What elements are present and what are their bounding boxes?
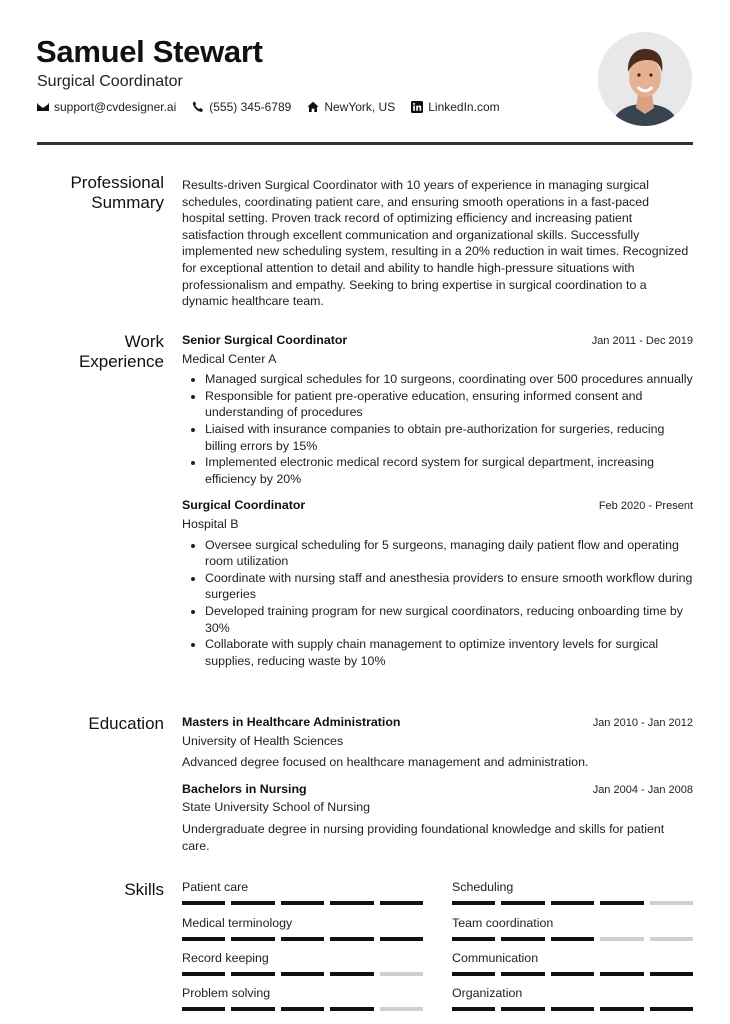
skill-segment-filled	[231, 901, 274, 905]
skill-segment-filled	[501, 937, 544, 941]
skill-segment-filled	[330, 937, 373, 941]
education-description: Undergraduate degree in nursing providing foundational knowledge and skills for patient care.	[182, 821, 665, 853]
job-title: Surgical Coordinator	[182, 498, 306, 513]
degree-title: Bachelors in Nursing	[182, 781, 307, 796]
contact-phone-text: (555) 345-6789	[209, 100, 292, 114]
skill-segment-filled	[452, 937, 495, 941]
home-icon	[307, 101, 319, 113]
skill-segment-empty	[600, 937, 643, 941]
skill-item	[452, 986, 693, 1011]
skill-segment-filled	[452, 972, 495, 976]
skill-segment-filled	[281, 937, 324, 941]
skill-segment-filled	[281, 972, 324, 976]
skill-segment-filled	[600, 901, 643, 905]
skill-name: Record keeping	[182, 951, 269, 965]
skill-segment-filled	[182, 937, 225, 941]
contact-location[interactable]	[307, 100, 395, 114]
job-bullet: • Managed surgical schedules for 10 surgeons, coordinating over 500 procedures annually	[205, 371, 693, 388]
contact-linkedin-text: LinkedIn.com	[428, 100, 500, 114]
skill-segment-empty	[380, 1007, 423, 1011]
school-name: State University School of Nursing	[182, 800, 371, 815]
education-entry	[182, 781, 693, 854]
skill-segment-filled	[281, 1007, 324, 1011]
skill-segment-filled	[231, 937, 274, 941]
summary-heading-line1: Professional	[70, 173, 164, 192]
skill-segment-filled	[452, 901, 495, 905]
skill-segment-filled	[330, 1007, 373, 1011]
job-title: Senior Surgical Coordinator	[182, 333, 348, 347]
skill-segment-filled	[182, 901, 225, 905]
summary-heading-line2: Summary	[91, 193, 164, 212]
education-date: Jan 2010 - Jan 2012	[592, 717, 693, 729]
skill-segment-filled	[182, 1007, 225, 1011]
skill-name: Team coordination	[452, 916, 554, 930]
skill-item	[182, 951, 423, 976]
skill-segment-filled	[551, 1007, 594, 1011]
contact-row	[37, 100, 516, 114]
job-entry	[182, 332, 693, 487]
envelope-icon	[37, 101, 49, 113]
candidate-name: Samuel Stewart	[36, 34, 263, 69]
skill-segment-filled	[182, 972, 225, 976]
education-heading: Education	[88, 714, 164, 733]
job-date: Feb 2020 - Present	[598, 500, 693, 513]
education-date: Jan 2004 - Jan 2008	[592, 783, 693, 796]
skill-segment-filled	[452, 1007, 495, 1011]
job-entry	[182, 497, 693, 669]
education-description: Advanced degree focused on healthcare management and administration.	[182, 755, 589, 770]
skill-segment-filled	[380, 901, 423, 905]
header-divider	[37, 142, 693, 145]
contact-location-text: NewYork, US	[324, 100, 396, 114]
skill-item	[452, 916, 693, 941]
skill-name: Organization	[452, 986, 523, 1000]
skill-item	[182, 880, 423, 905]
skill-name: Communication	[452, 951, 539, 965]
job-bullets	[182, 537, 693, 670]
summary-heading	[37, 173, 164, 213]
candidate-title: Surgical Coordinator	[37, 73, 183, 90]
skill-segment-filled	[281, 901, 324, 905]
job-bullet: • Coordinate with nursing staff and anesthesia providers to ensure smooth workflow during surgeries	[205, 570, 693, 603]
experience-heading-line2: Experience	[78, 352, 164, 371]
degree-title: Masters in Healthcare Administration	[182, 715, 401, 729]
skill-item	[182, 986, 423, 1011]
job-bullets	[182, 371, 693, 487]
skill-level-bar	[182, 1007, 423, 1011]
profile-photo	[598, 32, 692, 126]
skill-level-bar	[452, 1007, 693, 1011]
job-bullet: • Collaborate with supply chain management to optimize inventory levels for surgical supplies, reducing waste by 10%	[205, 636, 693, 669]
phone-icon	[192, 101, 204, 113]
job-bullet: • Oversee surgical scheduling for 5 surgeons, managing daily patient flow and operating room utilization	[205, 537, 693, 570]
skill-segment-filled	[501, 901, 544, 905]
experience-section	[182, 332, 693, 679]
skill-segment-filled	[650, 1007, 693, 1011]
experience-heading-line1: Work	[124, 332, 164, 351]
skill-segment-filled	[330, 972, 373, 976]
contact-email-text: support@cvdesigner.ai	[54, 100, 177, 114]
job-bullet: • Responsible for patient pre-operative education, ensuring informed consent and understanding of procedures	[205, 388, 693, 421]
skill-segment-empty	[650, 901, 693, 905]
education-entry	[182, 714, 693, 771]
skill-segment-empty	[380, 972, 423, 976]
skill-level-bar	[452, 972, 693, 976]
skill-item	[452, 951, 693, 976]
contact-phone[interactable]	[192, 100, 291, 114]
job-organization: Medical Center A	[182, 351, 277, 366]
skill-level-bar	[182, 937, 423, 941]
skill-name: Scheduling	[452, 880, 514, 894]
avatar-portrait	[598, 32, 692, 126]
skill-segment-filled	[600, 972, 643, 976]
skill-name: Problem solving	[182, 986, 271, 1000]
job-bullet: • Implemented electronic medical record system for surgical department, increasing efficiency by 20%	[205, 454, 693, 487]
contact-email[interactable]	[37, 100, 176, 114]
skill-level-bar	[452, 901, 693, 905]
education-section	[182, 714, 693, 864]
linkedin-icon	[411, 101, 423, 113]
job-bullet: • Liaised with insurance companies to obtain pre-authorization for surgeries, reducing billing errors by 15%	[205, 421, 693, 454]
skill-segment-filled	[551, 901, 594, 905]
skill-segment-filled	[380, 937, 423, 941]
school-name: University of Health Sciences	[182, 733, 344, 748]
skill-segment-filled	[551, 937, 594, 941]
summary-text: Results-driven Surgical Coordinator with 10 years of experience in managing surgical schedules, coordinating patient care, and ensuring smooth operations in a fast-paced hospital setting. Proven track record of optimizing efficiency and increasing patient satisfaction through excellent communication and organizational skills. Successfully implemented new scheduling system, resulting in a 20% reduction in wait times. Recognized for exceptional attention to detail and ability to handle high-pressure situations with professionalism and empathy. Seeking to bring expertise in surgical coordination to a dynamic healthcare team.	[182, 178, 689, 309]
skill-segment-filled	[501, 1007, 544, 1011]
skill-segment-filled	[551, 972, 594, 976]
contact-linkedin[interactable]	[411, 100, 499, 114]
skills-heading: Skills	[124, 880, 164, 899]
skill-item	[452, 880, 693, 905]
skill-name: Medical terminology	[182, 916, 293, 930]
skill-segment-filled	[600, 1007, 643, 1011]
skill-segment-filled	[231, 972, 274, 976]
summary-section	[182, 177, 693, 310]
skill-level-bar	[452, 937, 693, 941]
skill-segment-filled	[330, 901, 373, 905]
job-bullet: • Developed training program for new surgical coordinators, reducing onboarding time by 30%	[205, 603, 693, 636]
skill-level-bar	[182, 901, 423, 905]
skill-segment-filled	[650, 972, 693, 976]
skill-level-bar	[182, 972, 423, 976]
skill-segment-empty	[650, 937, 693, 941]
job-organization: Hospital B	[182, 516, 239, 531]
experience-heading	[37, 332, 164, 372]
skill-segment-filled	[501, 972, 544, 976]
skill-segment-filled	[231, 1007, 274, 1011]
job-date: Jan 2011 - Dec 2019	[591, 335, 693, 347]
skill-item	[182, 916, 423, 941]
skill-name: Patient care	[182, 880, 249, 894]
